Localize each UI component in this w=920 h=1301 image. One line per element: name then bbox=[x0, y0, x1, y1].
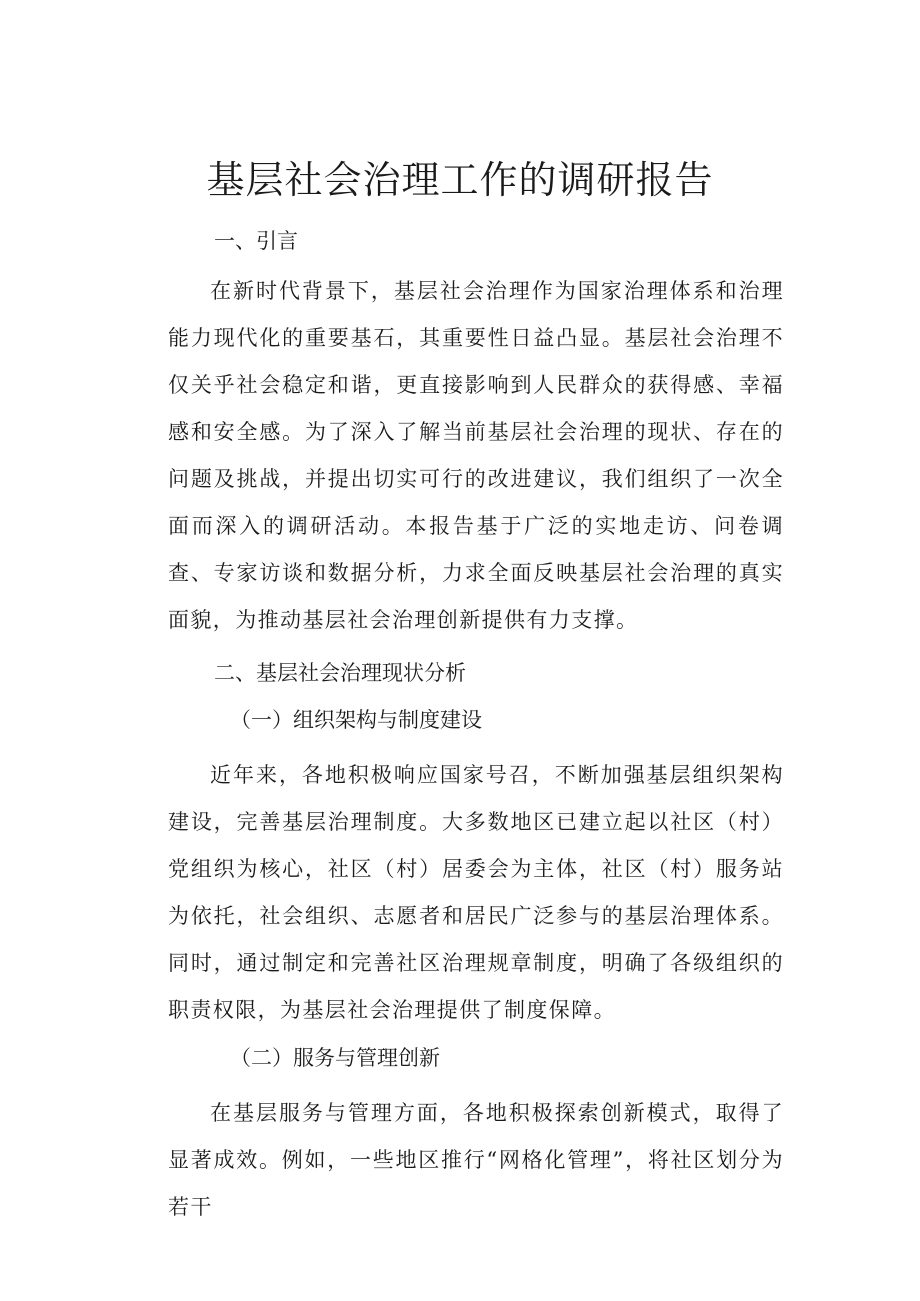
intro-paragraph: 在新时代背景下，基层社会治理作为国家治理体系和治理能力现代化的重要基石，其重要性日益凸显。基层社会治理不仅关乎社会稳定和谐，更直接影响到人民群众的获得感、幸福感和安全感。为了深入了解当前基层社会治理的现状、存在的问题及挑战，并提出切实可行的改进建议，我们组织了一次全面而深入的调研活动。本报告基于广泛的实地走访、问卷调查、专家访谈和数据分析，力求全面反映基层社会治理的真实面貌，为推动基层社会治理创新提供有力支撑。 bbox=[168, 279, 784, 632]
subsection-heading-organization: （一）组织架构与制度建设 bbox=[230, 708, 482, 732]
service-paragraph: 在基层服务与管理方面，各地积极探索创新模式，取得了显著成效。例如，一些地区推行“网格化管理”，将社区划分为若干 bbox=[168, 1101, 784, 1219]
section-heading-status: 二、基层社会治理现状分析 bbox=[214, 661, 466, 685]
organization-paragraph: 近年来，各地积极响应国家号召，不断加强基层组织架构建设，完善基层治理制度。大多数地区已建立起以社区（村）党组织为核心，社区（村）居委会为主体，社区（村）服务站为依托，社会组织、志愿者和居民广泛参与的基层治理体系。同时，通过制定和完善社区治理规章制度，明确了各级组织的职责权限，为基层社会治理提供了制度保障。 bbox=[168, 763, 784, 1022]
document-title: 基层社会治理工作的调研报告 bbox=[206, 158, 714, 202]
subsection-heading-service: （二）服务与管理创新 bbox=[230, 1046, 440, 1070]
section-heading-intro: 一、引言 bbox=[214, 229, 298, 253]
